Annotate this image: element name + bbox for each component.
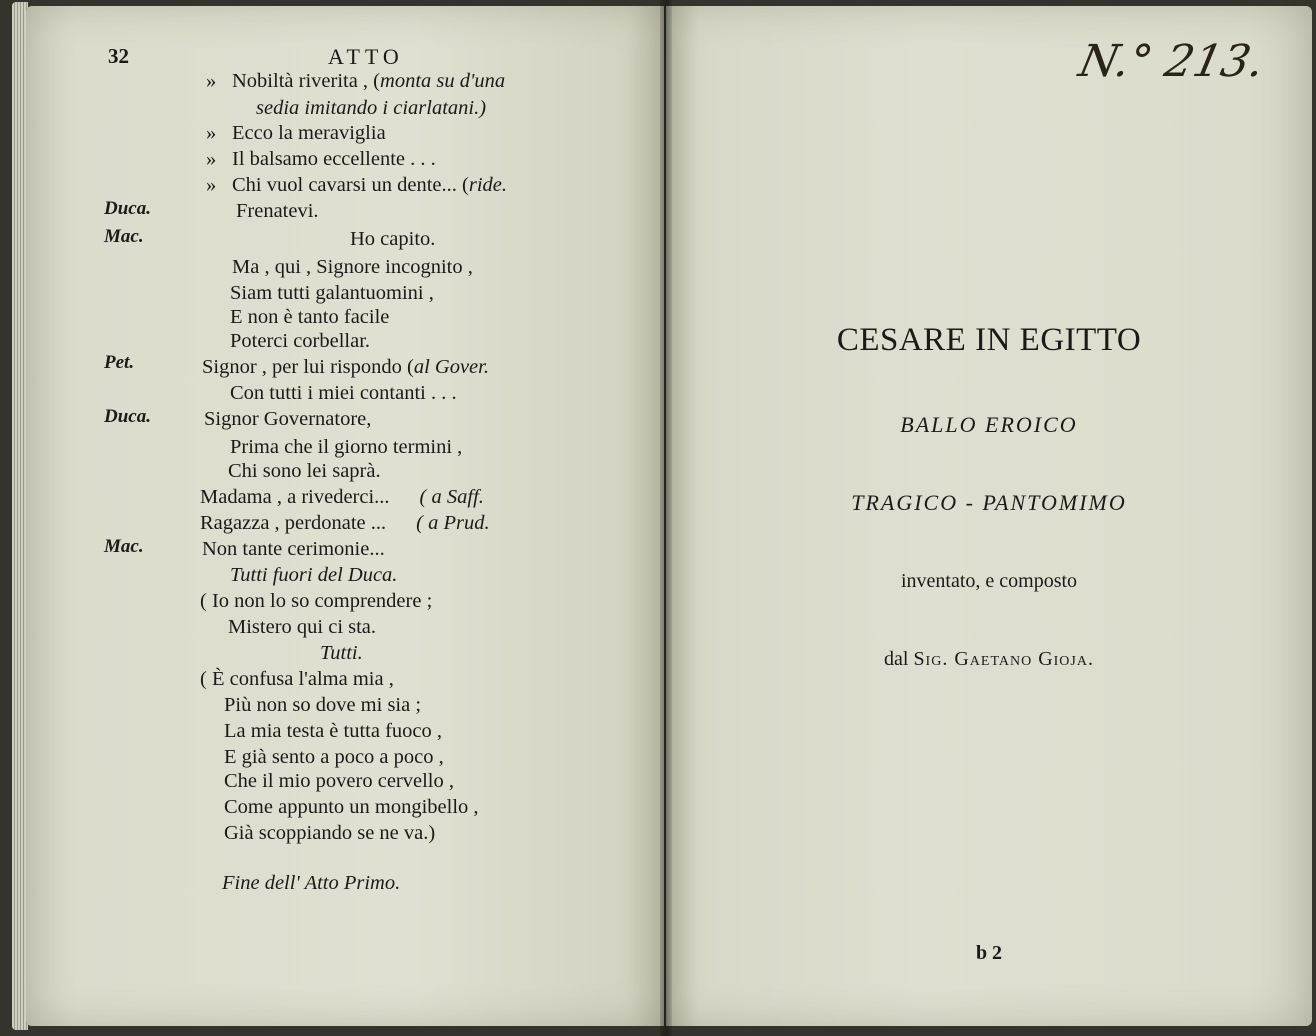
act-end-line: Fine dell' Atto Primo.: [222, 872, 401, 894]
quote-mark: »: [206, 148, 217, 170]
stage-direction: monta su d'una: [380, 70, 506, 92]
verse-line: [206, 174, 507, 197]
verse-text: Ecco la meraviglia: [232, 122, 386, 144]
verse-text: Chi sono lei saprà.: [228, 460, 381, 482]
verse-line: [228, 616, 376, 639]
credit-line: inventato, e composto: [900, 570, 1078, 592]
verse-line: [256, 97, 486, 120]
verse-text: E già sento a poco a poco ,: [224, 746, 444, 768]
verse-line: [206, 122, 386, 145]
verse-text: Signor Governatore,: [204, 408, 372, 430]
verse-text: Non tante cerimonie...: [202, 538, 385, 560]
speaker-label: Mac.: [104, 536, 144, 557]
verse-line: [230, 382, 457, 405]
verse-text: Chi vuol cavarsi un dente... (: [232, 174, 469, 196]
verse-text: Con tutti i miei contanti . . .: [230, 382, 457, 404]
subtitle-tragico-pantomimo: TRAGICO - PANTOMIMO: [851, 490, 1127, 515]
verse-line: [206, 148, 436, 171]
stage-direction: ( a Prud.: [416, 512, 490, 534]
verse-line: [204, 408, 371, 431]
verse-line: [206, 70, 505, 93]
verse-line: [230, 306, 389, 329]
verse-line: [228, 460, 381, 483]
verse-line: [320, 642, 363, 665]
verse-line: [200, 668, 394, 691]
verse-line: [224, 822, 435, 845]
verse-line: [224, 746, 444, 769]
verse-line: [236, 200, 319, 223]
verse-line: [224, 720, 442, 743]
quote-mark: »: [206, 122, 217, 144]
speaker-label: Pet.: [104, 352, 135, 373]
stage-direction: Tutti.: [320, 642, 363, 664]
verse-line: [230, 330, 370, 353]
verse-line: [230, 564, 397, 587]
verse-text: Nobiltà riverita , (: [232, 70, 381, 92]
verse-line: [350, 228, 435, 251]
verse-text: E non è tanto facile: [230, 306, 390, 328]
quote-mark: »: [206, 70, 217, 92]
author-prefix: dal: [884, 648, 909, 670]
running-head: ATTO: [328, 44, 404, 69]
ballet-title: CESARE IN EGITTO: [836, 322, 1142, 358]
verse-text: Madama , a rivederci...: [200, 486, 390, 508]
quote-mark: »: [206, 174, 217, 196]
handwritten-number: N.° 213.: [1074, 36, 1270, 87]
verse-line: [202, 538, 385, 561]
stage-direction: ride.: [468, 174, 507, 196]
speaker-label: Mac.: [104, 226, 144, 247]
verse-text: ( È confusa l'alma mia ,: [200, 668, 394, 690]
verse-text: Che il mio povero cervello ,: [224, 770, 454, 792]
verse-text: Già scoppiando se ne va.): [224, 822, 436, 844]
subtitle-ballo-eroico: BALLO EROICO: [900, 412, 1078, 437]
verse-text: Ragazza , perdonate ...: [200, 512, 387, 534]
right-page: [666, 6, 1312, 1026]
book-gutter: [660, 0, 672, 1036]
verse-line: [230, 282, 434, 305]
verse-text: Il balsamo eccellente . . .: [232, 148, 436, 170]
verse-line: [224, 770, 454, 793]
author-line: [666, 648, 1312, 671]
verse-text: Prima che il giorno termini ,: [230, 436, 463, 458]
verse-line: [230, 436, 462, 459]
verse-line: [224, 796, 479, 819]
verse-line: [232, 256, 473, 279]
verse-text: Signor , per lui rispondo (: [202, 356, 414, 378]
verse-line: [200, 512, 490, 535]
verse-text: ( Io non lo so comprendere ;: [200, 590, 433, 612]
verse-text: Come appunto un mongibello ,: [224, 796, 479, 818]
verse-line: [202, 356, 489, 379]
verse-text: Frenatevi.: [236, 200, 319, 222]
page-number: 32: [108, 44, 129, 68]
signature-mark: b 2: [975, 942, 1003, 964]
verse-line: [200, 486, 484, 509]
verse-text: Ma , qui , Signore incognito ,: [232, 256, 473, 278]
author-name: Sig. Gaetano Gioja.: [913, 648, 1094, 670]
verse-text: Siam tutti galantuomini ,: [230, 282, 434, 304]
verse-text: La mia testa è tutta fuoco ,: [224, 720, 443, 742]
verse-line: [200, 590, 432, 613]
verse-text: Mistero qui ci sta.: [228, 616, 377, 638]
stage-direction: sedia imitando i ciarlatani.): [256, 97, 487, 119]
verse-text: Più non so dove mi sia ;: [224, 694, 422, 716]
stage-direction: ( a Saff.: [419, 486, 484, 508]
stage-direction: Tutti fuori del Duca.: [230, 564, 398, 586]
verse-text: Ho capito.: [350, 228, 436, 250]
verse-text: Poterci corbellar.: [230, 330, 371, 352]
speaker-label: Duca.: [104, 406, 151, 427]
stage-direction: al Gover.: [413, 356, 489, 378]
speaker-label: Duca.: [104, 198, 151, 219]
verse-line: [224, 694, 421, 717]
